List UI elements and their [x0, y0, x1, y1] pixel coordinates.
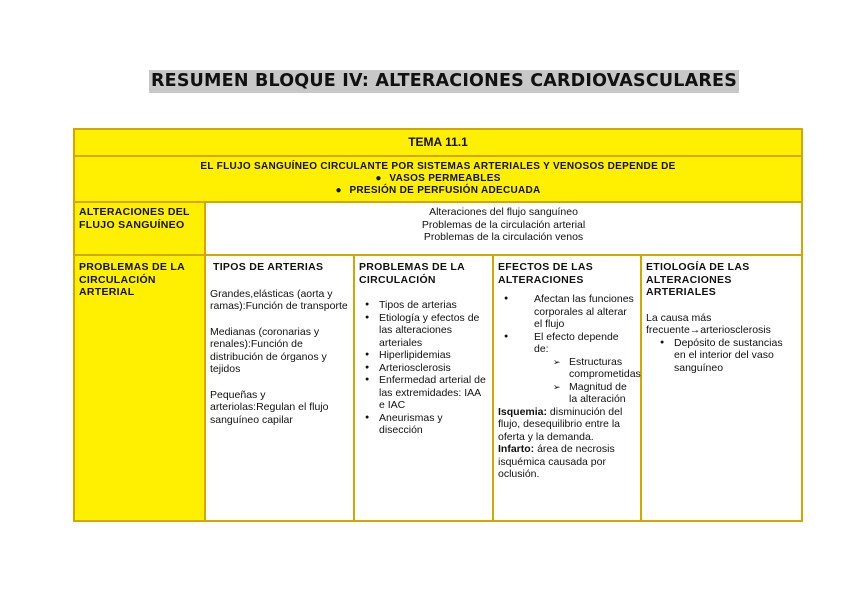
list-item: ➢ Magnitud de la alteración [553, 381, 636, 406]
list-item: ● Aneurismas y disección [359, 412, 488, 437]
etiologia-cell [641, 255, 802, 521]
list-item: ➢ Estructuras comprometidas [553, 356, 636, 381]
list-item: ● El efecto depende de: [498, 331, 636, 356]
tipos-arterias-cell [205, 255, 354, 521]
etiologia-list [646, 337, 797, 375]
alteraciones-line: Problemas de la circulación venos [423, 231, 584, 243]
document-title: RESUMEN BLOQUE IV: ALTERACIONES CARDIOVASCULARES [151, 71, 738, 91]
alteraciones-label: ALTERACIONES DEL FLUJO SANGUÍNEO [74, 202, 205, 255]
flujo-row [74, 156, 802, 202]
alteraciones-line: Alteraciones del flujo sanguíneo [429, 206, 578, 218]
list-item: ● Hiperlipidemias [359, 349, 488, 362]
summary-table [73, 128, 803, 522]
etiologia-text: La causa más frecuente→arteriosclerosis [646, 311, 771, 336]
list-item: ● Afectan las funciones corporales al alterar el flujo [498, 293, 636, 331]
list-item: ● Depósito de sustancias en el interior del vaso sanguíneo [654, 337, 797, 375]
etiologia-heading: ETIOLOGÍA DE LAS ALTERACIONES ARTERIALES [646, 261, 750, 298]
flujo-item: ● PRESIÓN DE PERFUSIÓN ADECUADA [335, 185, 541, 196]
tipos-paragraph: Grandes,elásticas (aorta y ramas):Función de transporte [210, 287, 348, 312]
tipos-arterias-heading: TIPOS DE ARTERIAS [213, 261, 324, 273]
tema-row [74, 129, 802, 156]
isquemia-definition: Isquemia: disminución del flujo, desequilibrio entre la oferta y la demanda. [498, 405, 623, 443]
list-item: ● Arteriosclerosis [359, 362, 488, 375]
problemas-circulacion-heading: PROBLEMAS DE LA CIRCULACIÓN [359, 261, 465, 286]
problemas-arterial-row [74, 255, 802, 521]
alteraciones-content [205, 202, 802, 255]
efectos-heading: EFECTOS DE LAS ALTERACIONES [498, 261, 594, 286]
alteraciones-row [74, 202, 802, 255]
problemas-circulacion-cell [354, 255, 493, 521]
flujo-cell [74, 156, 802, 202]
flujo-item: ● VASOS PERMEABLES [375, 173, 501, 184]
list-item: ● Tipos de arterias [359, 299, 488, 312]
alteraciones-line: Problemas de la circulación arterial [421, 218, 586, 231]
problemas-list [359, 299, 488, 437]
problemas-arterial-label: PROBLEMAS DE LA CIRCULACIÓN ARTERIAL [74, 255, 205, 521]
tipos-paragraph: Medianas (coronarias y renales):Función de distribución de órganos y tejidos [210, 325, 327, 375]
tipos-paragraph: Pequeñas y arteriolas:Regulan el flujo sanguíneo capilar [210, 388, 329, 426]
efectos-sublist [498, 355, 641, 406]
efectos-cell [493, 255, 641, 521]
list-item: ● Enfermedad arterial de las extremidades: IAA e IAC [359, 374, 488, 412]
list-item: ● Etiología y efectos de las alteraciones arteriales [359, 312, 488, 350]
tema-cell: TEMA 11.1 [74, 129, 802, 156]
efectos-list [498, 293, 636, 356]
flujo-heading: EL FLUJO SANGUÍNEO CIRCULANTE POR SISTEMAS ARTERIALES Y VENOSOS DEPENDE DE [200, 161, 676, 172]
infarto-definition: Infarto: área de necrosis isquémica causada por oclusión. [498, 443, 615, 480]
